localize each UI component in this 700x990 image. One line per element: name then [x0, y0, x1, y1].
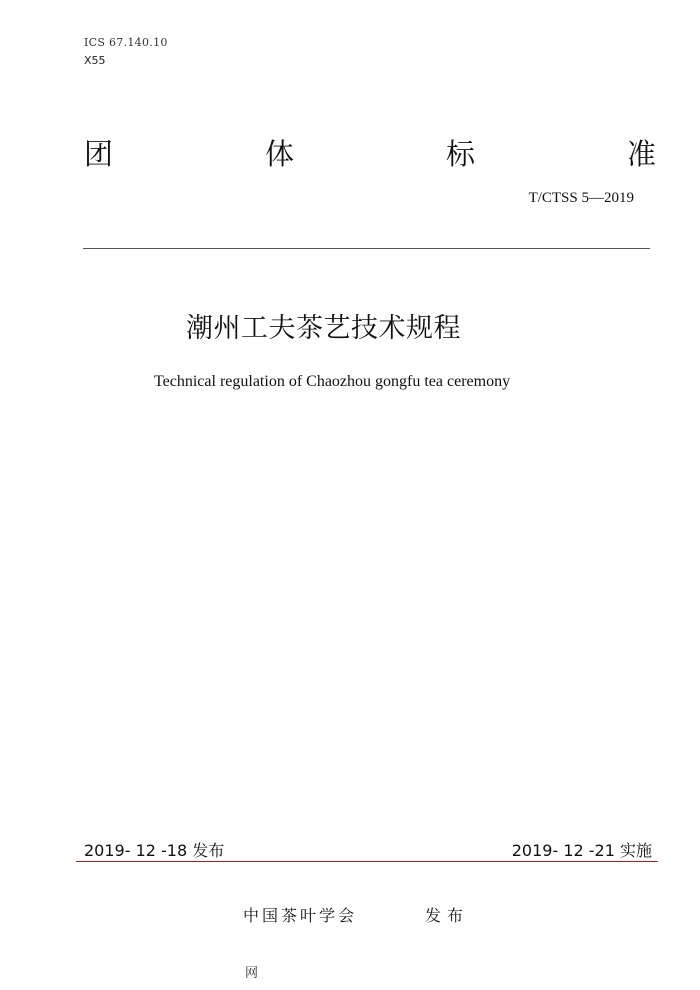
implementation-date: 2019- 12 -21 实施 — [511, 841, 652, 860]
publish-label: 发布 — [425, 906, 470, 925]
footer-divider — [76, 861, 658, 862]
document-title-en: Technical regulation of Chaozhou gongfu tea ceremony — [154, 373, 511, 390]
document-title-cn: 潮州工夫茶艺技术规程 — [186, 313, 461, 344]
classification-code: X55 — [84, 54, 106, 67]
standard-number: T/CTSS 5—2019 — [528, 190, 634, 206]
standard-type-char: 体 — [264, 137, 294, 171]
standard-type-heading — [84, 136, 656, 172]
standard-type-char: 标 — [445, 137, 475, 171]
standard-type-char: 准 — [626, 137, 656, 171]
ics-code: ICS 67.140.10 — [84, 36, 168, 49]
footer-mark: 网 — [245, 966, 259, 981]
publish-date: 2019- 12 -18 发布 — [84, 841, 225, 860]
publisher-name: 中国茶叶学会 — [243, 906, 358, 925]
standard-type-char: 团 — [84, 137, 114, 171]
header-divider — [83, 248, 650, 249]
